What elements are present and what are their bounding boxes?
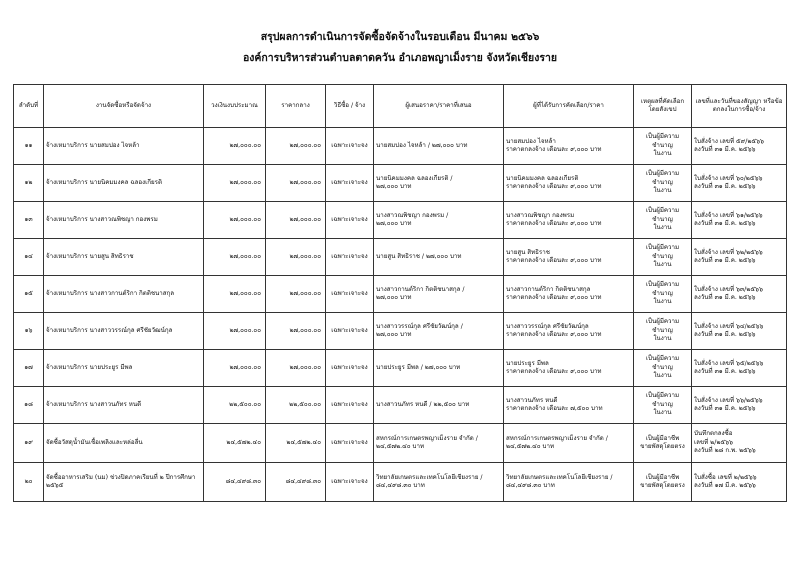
cell-contract <box>692 202 787 239</box>
cell-bidders <box>374 202 504 239</box>
cell-no <box>14 202 44 239</box>
header-no: ลำดับที่ <box>14 85 44 128</box>
cell-winner <box>504 387 634 424</box>
cell-text-winner1: วิทยาลัยเกษตรและเทคโนโลยีเชียงราย / <box>506 473 613 481</box>
table-row <box>14 387 787 424</box>
cell-winner <box>504 313 634 350</box>
cell-method <box>326 239 374 276</box>
cell-text-budget: ๒๗,๐๐๐.๐๐ <box>229 252 261 260</box>
cell-text-method: เฉพาะเจาะจง <box>331 326 368 334</box>
cell-text-contract1: ใบสั่งจ้าง เลขที่ ๖๓/๒๕๖๖ <box>694 285 763 293</box>
cell-text-budget: ๒๗,๐๐๐.๐๐ <box>229 178 261 186</box>
cell-reason <box>634 202 692 239</box>
cell-no <box>14 313 44 350</box>
cell-text-no: ๑๕ <box>24 289 33 297</box>
document-title: สรุปผลการดำเนินการจัดซื้อจัดจ้างในรอบเดือน มีนาคม ๒๕๖๖ <box>260 31 540 43</box>
cell-median-price <box>266 239 326 276</box>
cell-text-median: ๒๔,๕๗๒.๔๐ <box>286 438 321 446</box>
cell-text-reason1: เป็นผู้มีความชำนาญ <box>645 355 680 371</box>
cell-text-median: ๒๗,๐๐๐.๐๐ <box>289 326 321 334</box>
cell-text-reason1: เป็นผู้มีความชำนาญ <box>645 281 680 297</box>
cell-bidders <box>374 350 504 387</box>
cell-method <box>326 387 374 424</box>
cell-text-item: จ้างเหมาบริการ นายสมปอง ไจหล้า <box>46 141 140 149</box>
cell-contract <box>692 128 787 165</box>
cell-no <box>14 128 44 165</box>
cell-bidders <box>374 128 504 165</box>
cell-text-bidder1: นางสาวกานต์ริกา กิตติชนาสกุล / <box>376 285 465 293</box>
cell-text-item: จ้างเหมาบริการ นายประยูร มีพล <box>46 363 133 371</box>
cell-reason <box>634 239 692 276</box>
cell-text-budget: ๒๗,๐๐๐.๐๐ <box>229 326 261 334</box>
cell-reason <box>634 424 692 463</box>
cell-text-winner1: นายสูน สิทธิราช <box>506 248 550 256</box>
cell-text-bidder2: ๒๗,๐๐๐ บาท <box>376 331 412 338</box>
cell-reason <box>634 276 692 313</box>
cell-winner <box>504 276 634 313</box>
cell-text-winner2: ราคาตกลงจ้าง เดือนละ ๙,๐๐๐ บาท <box>506 183 602 190</box>
cell-median-price <box>266 276 326 313</box>
cell-reason <box>634 128 692 165</box>
cell-item <box>44 424 204 463</box>
table-row <box>14 313 787 350</box>
cell-budget <box>204 239 266 276</box>
header-contract: เลขที่และวันที่ของสัญญา หรือข้อตกลงในการซื้อ/จ้าง <box>692 85 787 128</box>
cell-text-reason2: ในงาน <box>653 150 672 158</box>
cell-text-median: ๒๗,๐๐๐.๐๐ <box>289 178 321 186</box>
cell-text-reason2: ในงาน <box>653 224 672 232</box>
cell-text-method: เฉพาะเจาะจง <box>331 141 368 149</box>
cell-text-reason1: เป็นผู้มีความชำนาญ <box>645 170 680 186</box>
cell-item <box>44 128 204 165</box>
cell-text-median: ๒๗,๐๐๐.๐๐ <box>289 363 321 371</box>
cell-budget <box>204 202 266 239</box>
table-row <box>14 239 787 276</box>
cell-bidders <box>374 387 504 424</box>
header-budget: วงเงินงบประมาณ <box>204 85 266 128</box>
cell-budget <box>204 165 266 202</box>
cell-text-winner2: ราคาตกลงจ้าง เดือนละ ๙,๐๐๐ บาท <box>506 294 602 301</box>
cell-text-winner1: นายสมปอง ไจหล้า <box>506 137 556 145</box>
cell-text-budget: ๒๗,๐๐๐.๐๐ <box>229 363 261 371</box>
cell-method <box>326 276 374 313</box>
cell-text-contract2: ลงวันที่ ๓๑ มี.ค. ๒๕๖๖ <box>694 368 756 375</box>
cell-text-contract1: ใบสั่งจ้าง เลขที่ ๖๖/๒๕๖๖ <box>694 396 763 404</box>
cell-contract <box>692 387 787 424</box>
cell-text-contract2: ลงวันที่ ๓๑ มี.ค. ๒๕๖๖ <box>694 146 756 153</box>
cell-method <box>326 350 374 387</box>
cell-text-no: ๑๖ <box>24 326 33 334</box>
cell-text-bidder1: นายประยูร มีพล / ๒๗,๐๐๐ บาท <box>376 363 461 371</box>
cell-text-contract1: ใบสั่งจ้าง เลขที่ ๖๔/๒๕๖๖ <box>694 322 764 330</box>
cell-winner <box>504 239 634 276</box>
cell-contract <box>692 239 787 276</box>
cell-text-bidder2: ๒๗,๐๐๐ บาท <box>376 183 412 190</box>
cell-text-reason1: เป็นผู้มีอาชีพ <box>645 473 680 481</box>
cell-text-no: ๑๔ <box>24 252 33 260</box>
cell-item <box>44 313 204 350</box>
cell-winner <box>504 202 634 239</box>
table-header-row <box>14 85 787 128</box>
cell-no <box>14 350 44 387</box>
cell-method <box>326 165 374 202</box>
cell-text-winner1: นางสาววรรณ์กุล ศรีชัยวัฒน์กุล <box>506 322 589 330</box>
cell-bidders <box>374 276 504 313</box>
cell-text-winner2: ราคาตกลงจ้าง เดือนละ ๙,๐๐๐ บาท <box>506 331 602 338</box>
cell-reason <box>634 165 692 202</box>
cell-median-price <box>266 128 326 165</box>
cell-budget <box>204 387 266 424</box>
cell-text-method: เฉพาะเจาะจง <box>331 178 368 186</box>
cell-text-winner1: นางสาวกานต์ริกา กิตติชนาสกุล <box>506 285 591 293</box>
cell-text-reason2: ในงาน <box>653 372 672 380</box>
cell-item <box>44 350 204 387</box>
cell-budget <box>204 276 266 313</box>
header-median-price: ราคากลาง <box>266 85 326 128</box>
header-method: วิธีซื้อ / จ้าง <box>326 85 374 128</box>
cell-method <box>326 463 374 502</box>
cell-text-bidder1: นางสาววรรณ์กุล ศรีชัยวัฒน์กุล / <box>376 322 463 330</box>
cell-winner <box>504 128 634 165</box>
cell-text-median: ๘๔,๔๙๘.๓๐ <box>285 477 321 485</box>
cell-median-price <box>266 463 326 502</box>
cell-item <box>44 202 204 239</box>
cell-text-bidder2: ๒๗,๐๐๐ บาท <box>376 294 412 301</box>
cell-item <box>44 165 204 202</box>
cell-text-winner1: นางสาวนภัทร หนดี <box>506 396 558 404</box>
cell-text-contract1: ใบสั่งจ้าง เลขที่ ๕๙/๒๕๖๖ <box>694 137 764 145</box>
cell-text-no: ๑๒ <box>24 178 33 186</box>
cell-median-price <box>266 313 326 350</box>
cell-text-winner1: นายนิคมมงคล ฉลองเกียรติ <box>506 174 579 182</box>
cell-no <box>14 463 44 502</box>
cell-no <box>14 239 44 276</box>
table-row <box>14 128 787 165</box>
cell-no <box>14 387 44 424</box>
cell-text-contract1: บันทึกตกลงซื้อ <box>694 430 733 438</box>
cell-text-bidder2: ๒๔,๕๗๒.๔๐ บาท <box>376 443 425 450</box>
cell-text-bidder2: ๘๔,๔๙๘.๓๐ บาท <box>376 482 425 489</box>
cell-text-item: จ้างเหมาบริการ นางสาวณพิชญา กองพรม <box>46 215 158 223</box>
header-winner: ผู้ที่ได้รับการคัดเลือก/ราคา <box>504 85 634 128</box>
cell-text-contract3: ลงวันที่ ๒๘ ก.พ. ๒๕๖๖ <box>694 447 756 455</box>
cell-budget <box>204 350 266 387</box>
cell-bidders <box>374 313 504 350</box>
cell-text-winner2: ราคาตกลงจ้าง เดือนละ ๗,๕๐๐ บาท <box>506 405 603 412</box>
cell-text-budget: ๘๔,๔๙๘.๓๐ <box>225 477 261 485</box>
cell-text-reason1: เป็นผู้มีความชำนาญ <box>645 244 680 260</box>
cell-winner <box>504 424 634 463</box>
cell-item <box>44 276 204 313</box>
cell-text-bidder1: วิทยาลัยเกษตรและเทคโนโลยีเชียงราย / <box>376 473 483 481</box>
cell-text-method: เฉพาะเจาะจง <box>331 252 368 260</box>
cell-text-item: จ้างเหมาบริการ นายสูน สิทธิราช <box>46 252 134 260</box>
cell-method <box>326 313 374 350</box>
cell-text-reason2: ขายพัสดุโดยตรง <box>640 443 685 450</box>
table-row <box>14 463 787 502</box>
cell-text-contract1: ใบสั่งจ้าง เลขที่ ๖๕/๒๕๖๖ <box>694 359 764 367</box>
cell-reason <box>634 463 692 502</box>
cell-text-budget: ๒๒,๕๐๐.๐๐ <box>229 400 261 408</box>
cell-no <box>14 276 44 313</box>
table-row <box>14 165 787 202</box>
table-row <box>14 202 787 239</box>
cell-text-contract2: ลงวันที่ ๓๑ มี.ค. ๒๕๖๖ <box>694 405 756 412</box>
cell-budget <box>204 128 266 165</box>
cell-text-bidder2: ๒๗,๐๐๐ บาท <box>376 220 412 227</box>
cell-text-contract1: ใบสั่งจ้าง เลขที่ ๖๐/๒๕๖๖ <box>694 174 763 182</box>
cell-text-contract2: ลงวันที่ ๓๑ มี.ค. ๒๕๖๖ <box>694 331 756 338</box>
cell-text-budget: ๒๗,๐๐๐.๐๐ <box>229 141 261 149</box>
cell-text-winner2: ราคาตกลงจ้าง เดือนละ ๙,๐๐๐ บาท <box>506 220 602 227</box>
cell-median-price <box>266 202 326 239</box>
cell-text-bidder1: สหกรณ์การเกษตรพญาเม็งราย จำกัด / <box>376 434 478 442</box>
cell-text-item: จ้างเหมาบริการ นางสาววรรณ์กุล ศรีชัยวัฒน์กุล <box>46 326 173 334</box>
cell-text-contract2: ลงวันที่ ๓๑ มี.ค. ๒๕๖๖ <box>694 257 756 264</box>
cell-median-price <box>266 165 326 202</box>
cell-contract <box>692 350 787 387</box>
cell-text-winner1: สหกรณ์การเกษตรพญาเม็งราย จำกัด / <box>506 434 608 442</box>
cell-winner <box>504 165 634 202</box>
cell-text-reason1: เป็นผู้มีความชำนาญ <box>645 207 680 223</box>
cell-text-item: จ้างเหมาบริการ นางสาวนภัทร หนดี <box>46 400 142 408</box>
cell-text-method: เฉพาะเจาะจง <box>331 477 368 485</box>
cell-text-reason1: เป็นผู้มีอาชีพ <box>645 434 680 442</box>
cell-text-winner2: ๒๔,๕๗๒.๔๐ บาท <box>506 443 555 450</box>
cell-text-median: ๒๗,๐๐๐.๐๐ <box>289 215 321 223</box>
header-reason: เหตุผลที่คัดเลือก โดยสังเขป <box>634 85 692 128</box>
cell-contract <box>692 276 787 313</box>
table-row <box>14 276 787 313</box>
cell-text-item: จัดซื้อวัสดุน้ำมันเชื้อเพลิงและหล่อลื่น <box>46 438 143 446</box>
cell-text-budget: ๒๔,๕๗๒.๔๐ <box>226 438 261 446</box>
cell-text-reason1: เป็นผู้มีความชำนาญ <box>645 392 680 408</box>
cell-text-winner1: นางสาวณพิชญา กองพรม <box>506 211 575 219</box>
cell-no <box>14 165 44 202</box>
cell-text-contract2: ลงวันที่ ๓๑ มี.ค. ๒๕๖๖ <box>694 183 756 190</box>
cell-bidders <box>374 165 504 202</box>
cell-text-contract2: เลขที่ ๒/๒๕๖๖ <box>694 438 733 446</box>
header-bidders: ผู้เสนอราคา/ราคาที่เสนอ <box>374 85 504 128</box>
cell-text-item: จ้างเหมาบริการ นายนิคมมงคล ฉลองเกียรติ <box>46 178 162 186</box>
cell-item <box>44 463 204 502</box>
cell-budget <box>204 463 266 502</box>
cell-text-median: ๒๗,๐๐๐.๐๐ <box>289 289 321 297</box>
cell-winner <box>504 350 634 387</box>
cell-contract <box>692 463 787 502</box>
cell-text-no: ๑๑ <box>24 141 33 149</box>
cell-item <box>44 239 204 276</box>
cell-text-reason2: ในงาน <box>653 298 672 306</box>
cell-text-contract1: ใบสั่งจ้าง เลขที่ ๖๒/๒๕๖๖ <box>694 248 763 256</box>
cell-reason <box>634 313 692 350</box>
cell-text-method: เฉพาะเจาะจง <box>331 215 368 223</box>
cell-text-bidder1: นายสูน สิทธิราช / ๒๗,๐๐๐ บาท <box>376 252 462 260</box>
cell-text-reason1: เป็นผู้มีความชำนาญ <box>645 318 680 334</box>
cell-text-median: ๒๒,๕๐๐.๐๐ <box>289 400 321 408</box>
cell-text-contract2: ลงวันที่ ๑๗ มี.ค. ๒๕๖๖ <box>694 482 756 489</box>
cell-text-contract2: ลงวันที่ ๓๑ มี.ค. ๒๕๖๖ <box>694 294 756 301</box>
cell-winner <box>504 463 634 502</box>
cell-median-price <box>266 424 326 463</box>
cell-reason <box>634 350 692 387</box>
cell-text-method: เฉพาะเจาะจง <box>331 400 368 408</box>
cell-text-no: ๑๙ <box>24 438 33 446</box>
cell-text-method: เฉพาะเจาะจง <box>331 289 368 297</box>
cell-text-no: ๑๘ <box>24 400 33 408</box>
cell-text-bidder1: นายสมปอง ไจหล้า / ๒๗,๐๐๐ บาท <box>376 141 468 149</box>
cell-text-winner2: ราคาตกลงจ้าง เดือนละ ๙,๐๐๐ บาท <box>506 257 602 264</box>
procurement-table <box>13 84 787 502</box>
cell-median-price <box>266 350 326 387</box>
cell-no <box>14 424 44 463</box>
cell-text-method: เฉพาะเจาะจง <box>331 363 368 371</box>
cell-text-reason1: เป็นผู้มีความชำนาญ <box>645 133 680 149</box>
cell-text-budget: ๒๗,๐๐๐.๐๐ <box>229 215 261 223</box>
cell-text-item: จ้างเหมาบริการ นางสาวกานต์ริกา กิตติชนาสกุล <box>46 289 175 297</box>
cell-text-median: ๒๗,๐๐๐.๐๐ <box>289 141 321 149</box>
table-row <box>14 424 787 463</box>
cell-text-reason2: ในงาน <box>653 261 672 269</box>
cell-text-reason2: ในงาน <box>653 335 672 343</box>
cell-contract <box>692 424 787 463</box>
cell-text-item: จัดซื้ออาหารเสริม (นม) ช่วงปิดภาคเรียนที่ ๒ ปีการศึกษา ๒๕๖๕ <box>46 473 196 489</box>
cell-text-method: เฉพาะเจาะจง <box>331 438 368 446</box>
cell-text-winner1: นายประยูร มีพล <box>506 359 549 367</box>
cell-text-winner2: ราคาตกลงจ้าง เดือนละ ๙,๐๐๐ บาท <box>506 146 602 153</box>
cell-text-winner2: ๘๔,๔๙๘.๓๐ บาท <box>506 482 555 489</box>
cell-contract <box>692 313 787 350</box>
cell-text-reason2: ขายพัสดุโดยตรง <box>640 482 685 489</box>
cell-text-budget: ๒๗,๐๐๐.๐๐ <box>229 289 261 297</box>
cell-text-no: ๑๗ <box>24 363 33 371</box>
table-row <box>14 350 787 387</box>
cell-text-bidder1: นายนิคมมงคล ฉลองเกียรติ / <box>376 174 453 182</box>
cell-budget <box>204 424 266 463</box>
cell-bidders <box>374 424 504 463</box>
header-item: งานจัดซื้อหรือจัดจ้าง <box>44 85 204 128</box>
cell-method <box>326 202 374 239</box>
cell-text-no: ๑๓ <box>24 215 33 223</box>
cell-text-reason2: ในงาน <box>653 187 672 195</box>
cell-text-median: ๒๗,๐๐๐.๐๐ <box>289 252 321 260</box>
document-header <box>0 26 800 68</box>
cell-text-contract1: ใบสั่งจ้าง เลขที่ ๖๑/๒๕๖๖ <box>694 211 763 219</box>
cell-method <box>326 128 374 165</box>
cell-text-bidder1: นางสาวณพิชญา กองพรม / <box>376 211 449 219</box>
cell-bidders <box>374 239 504 276</box>
cell-method <box>326 424 374 463</box>
cell-text-contract2: ลงวันที่ ๓๑ มี.ค. ๒๕๖๖ <box>694 220 756 227</box>
cell-bidders <box>374 463 504 502</box>
cell-text-no: ๒๐ <box>24 477 33 485</box>
cell-item <box>44 387 204 424</box>
cell-text-reason2: ในงาน <box>653 409 672 417</box>
cell-median-price <box>266 387 326 424</box>
cell-text-bidder1: นางสาวนภัทร หนดี / ๒๒,๕๐๐ บาท <box>376 400 470 408</box>
cell-reason <box>634 387 692 424</box>
document-subtitle: องค์การบริหารส่วนตำบลตาดควัน อำเภอพญาเม็งราย จังหวัดเชียงราย <box>242 52 558 64</box>
cell-text-contract1: ใบสั่งซื้อ เลขที่ ๒/๒๕๖๖ <box>694 473 757 481</box>
cell-budget <box>204 313 266 350</box>
cell-text-winner2: ราคาตกลงจ้าง เดือนละ ๙,๐๐๐ บาท <box>506 368 602 375</box>
cell-contract <box>692 165 787 202</box>
